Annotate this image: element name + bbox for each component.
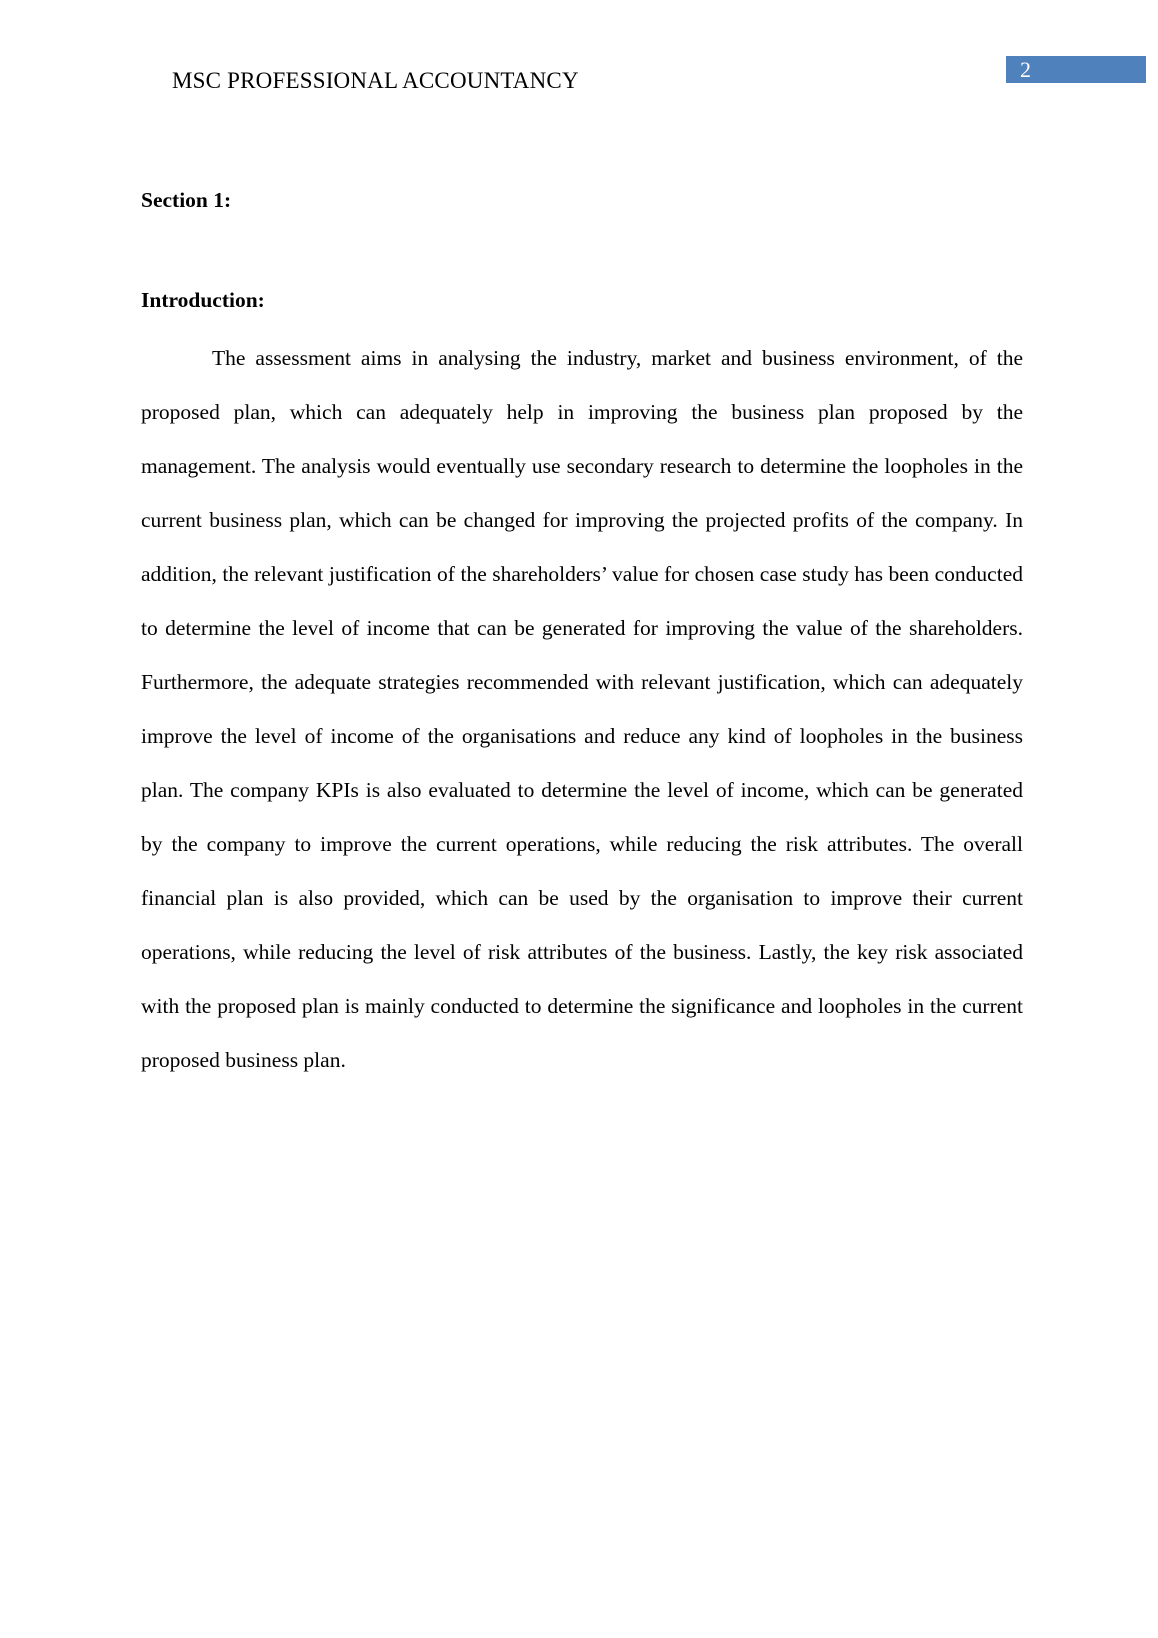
introduction-heading: Introduction:: [141, 288, 265, 312]
section-heading: Section 1:: [141, 188, 232, 212]
running-header-title: MSC PROFESSIONAL ACCOUNTANCY: [172, 68, 579, 93]
page-number-badge: [1006, 56, 1146, 83]
page-number: 2: [1020, 57, 1031, 82]
introduction-paragraph: The assessment aims in analysing the industry, market and business environment, of the proposed plan, which can adequately help in improving the business plan proposed by the management. The analysis would eventually use secondary research to determine the loopholes in the current business plan, which can be changed for improving the projected profits of the company. In addition, the relevant justification of the shareholders’ value for chosen case study has been conducted to determine the level of income that can be generated for improving the value of the shareholders. Furthermore, the adequate strategies recommended with relevant justification, which can adequately improve the level of income of the organisations and reduce any kind of loopholes in the business plan. The company KPIs is also evaluated to determine the level of income, which can be generated by the company to improve the current operations, while reducing the risk attributes. The overall financial plan is also provided, which can be used by the organisation to improve their current operations, while reducing the level of risk attributes of the business. Lastly, the key risk associated with the proposed plan is mainly conducted to determine the significance and loopholes in the current proposed business plan.: [141, 346, 1023, 1072]
